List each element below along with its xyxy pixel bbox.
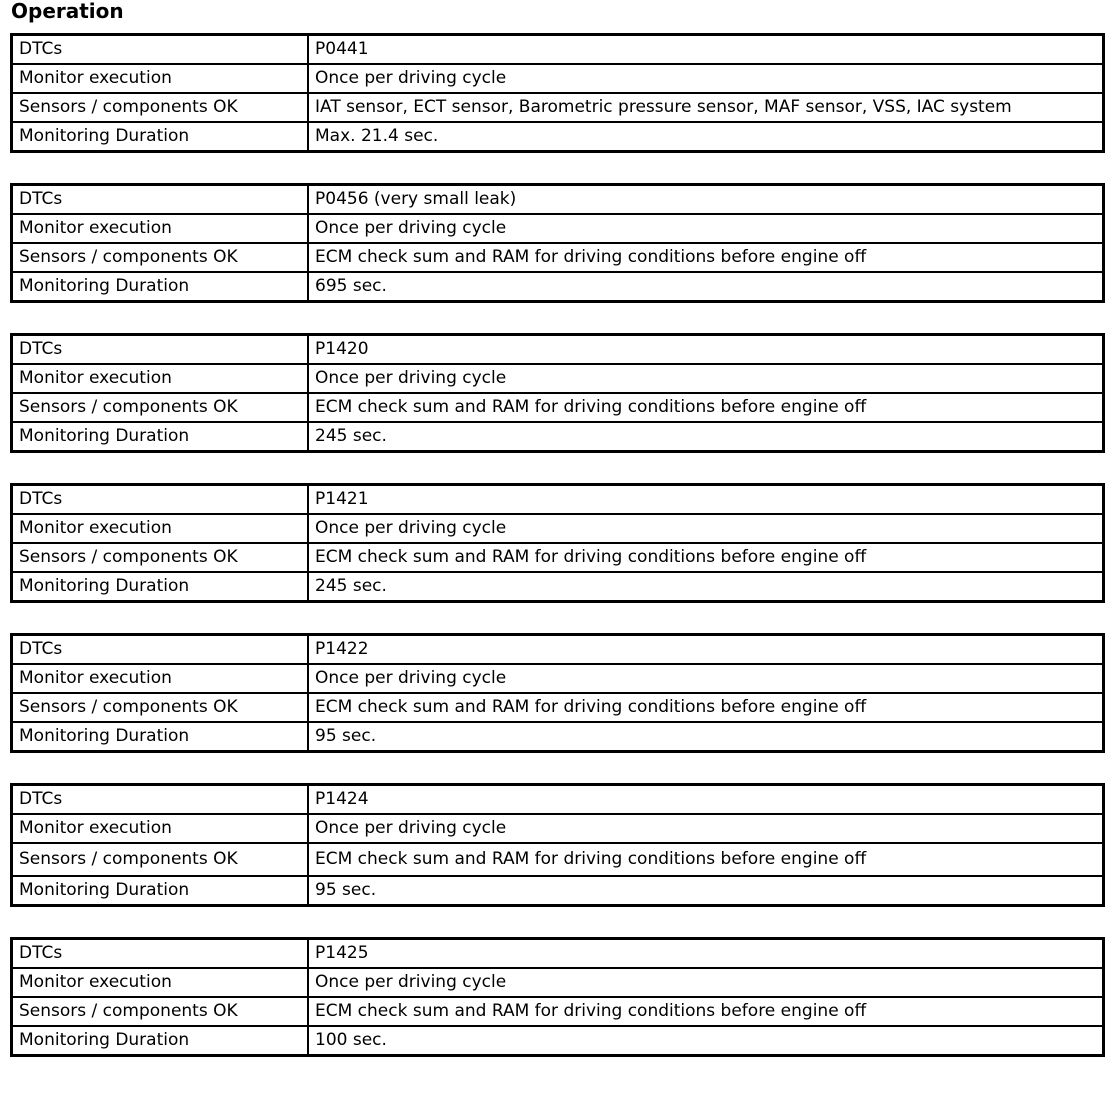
table-row-sensors	[12, 997, 1104, 1026]
monitor-table-p0456	[10, 183, 1105, 303]
duration-value: 95 sec.	[308, 722, 1104, 752]
monitor-execution-value: Once per driving cycle	[308, 514, 1104, 543]
table-row-monitor-execution	[12, 64, 1104, 93]
monitor-execution-value: Once per driving cycle	[308, 664, 1104, 693]
monitor-execution-label: Monitor execution	[12, 814, 309, 843]
monitor-execution-value: Once per driving cycle	[308, 814, 1104, 843]
monitor-table-p1424	[10, 783, 1105, 907]
table-row-dtcs	[12, 485, 1104, 515]
monitor-execution-label: Monitor execution	[12, 214, 309, 243]
monitor-tables	[10, 33, 1105, 1087]
table-row-sensors	[12, 243, 1104, 272]
table-row-dtcs	[12, 939, 1104, 969]
table-row-dtcs	[12, 35, 1104, 65]
dtcs-label: DTCs	[12, 335, 309, 365]
duration-label: Monitoring Duration	[12, 722, 309, 752]
table-row-duration	[12, 272, 1104, 302]
table-row-sensors	[12, 93, 1104, 122]
sensors-label: Sensors / components OK	[12, 843, 309, 876]
sensors-value: ECM check sum and RAM for driving conditions before engine off	[308, 393, 1104, 422]
monitor-table-p1421	[10, 483, 1105, 603]
monitor-execution-label: Monitor execution	[12, 514, 309, 543]
duration-value: 245 sec.	[308, 572, 1104, 602]
table-row-duration	[12, 122, 1104, 152]
duration-label: Monitoring Duration	[12, 1026, 309, 1056]
dtcs-value: P1420	[308, 335, 1104, 365]
table-row-monitor-execution	[12, 514, 1104, 543]
table-row-dtcs	[12, 185, 1104, 215]
table-row-dtcs	[12, 635, 1104, 665]
sensors-label: Sensors / components OK	[12, 693, 309, 722]
duration-label: Monitoring Duration	[12, 572, 309, 602]
table-row-duration	[12, 572, 1104, 602]
dtcs-label: DTCs	[12, 485, 309, 515]
table-row-monitor-execution	[12, 214, 1104, 243]
sensors-label: Sensors / components OK	[12, 543, 309, 572]
dtcs-label: DTCs	[12, 785, 309, 815]
sensors-value: ECM check sum and RAM for driving conditions before engine off	[308, 543, 1104, 572]
dtcs-label: DTCs	[12, 185, 309, 215]
dtcs-label: DTCs	[12, 35, 309, 65]
dtcs-value: P1424	[308, 785, 1104, 815]
monitor-execution-label: Monitor execution	[12, 664, 309, 693]
table-row-sensors	[12, 393, 1104, 422]
dtcs-value: P1422	[308, 635, 1104, 665]
duration-label: Monitoring Duration	[12, 122, 309, 152]
sensors-value: ECM check sum and RAM for driving conditions before engine off	[308, 997, 1104, 1026]
duration-label: Monitoring Duration	[12, 876, 309, 906]
table-row-sensors	[12, 843, 1104, 876]
dtcs-label: DTCs	[12, 635, 309, 665]
duration-value: 100 sec.	[308, 1026, 1104, 1056]
table-row-monitor-execution	[12, 814, 1104, 843]
table-row-duration	[12, 722, 1104, 752]
monitor-execution-value: Once per driving cycle	[308, 214, 1104, 243]
monitor-execution-label: Monitor execution	[12, 364, 309, 393]
duration-value: 245 sec.	[308, 422, 1104, 452]
sensors-value: ECM check sum and RAM for driving conditions before engine off	[308, 693, 1104, 722]
monitor-execution-label: Monitor execution	[12, 64, 309, 93]
monitor-table-p1422	[10, 633, 1105, 753]
duration-label: Monitoring Duration	[12, 272, 309, 302]
sensors-label: Sensors / components OK	[12, 243, 309, 272]
sensors-value: IAT sensor, ECT sensor, Barometric pressure sensor, MAF sensor, VSS, IAC system	[308, 93, 1104, 122]
dtcs-label: DTCs	[12, 939, 309, 969]
monitor-table-p0441	[10, 33, 1105, 153]
table-row-duration	[12, 876, 1104, 906]
monitor-table-p1420	[10, 333, 1105, 453]
table-row-dtcs	[12, 785, 1104, 815]
table-row-dtcs	[12, 335, 1104, 365]
duration-label: Monitoring Duration	[12, 422, 309, 452]
dtcs-value: P0441	[308, 35, 1104, 65]
duration-value: Max. 21.4 sec.	[308, 122, 1104, 152]
table-row-monitor-execution	[12, 364, 1104, 393]
dtcs-value: P1421	[308, 485, 1104, 515]
page-title: Operation	[11, 0, 124, 23]
monitor-execution-value: Once per driving cycle	[308, 64, 1104, 93]
monitor-table-p1425	[10, 937, 1105, 1057]
sensors-label: Sensors / components OK	[12, 997, 309, 1026]
sensors-label: Sensors / components OK	[12, 393, 309, 422]
sensors-label: Sensors / components OK	[12, 93, 309, 122]
sensors-value: ECM check sum and RAM for driving conditions before engine off	[308, 843, 1104, 876]
dtcs-value: P0456 (very small leak)	[308, 185, 1104, 215]
sensors-value: ECM check sum and RAM for driving conditions before engine off	[308, 243, 1104, 272]
table-row-monitor-execution	[12, 968, 1104, 997]
table-row-duration	[12, 1026, 1104, 1056]
table-row-sensors	[12, 693, 1104, 722]
duration-value: 695 sec.	[308, 272, 1104, 302]
table-row-sensors	[12, 543, 1104, 572]
monitor-execution-label: Monitor execution	[12, 968, 309, 997]
duration-value: 95 sec.	[308, 876, 1104, 906]
monitor-execution-value: Once per driving cycle	[308, 968, 1104, 997]
table-row-monitor-execution	[12, 664, 1104, 693]
table-row-duration	[12, 422, 1104, 452]
monitor-execution-value: Once per driving cycle	[308, 364, 1104, 393]
dtcs-value: P1425	[308, 939, 1104, 969]
